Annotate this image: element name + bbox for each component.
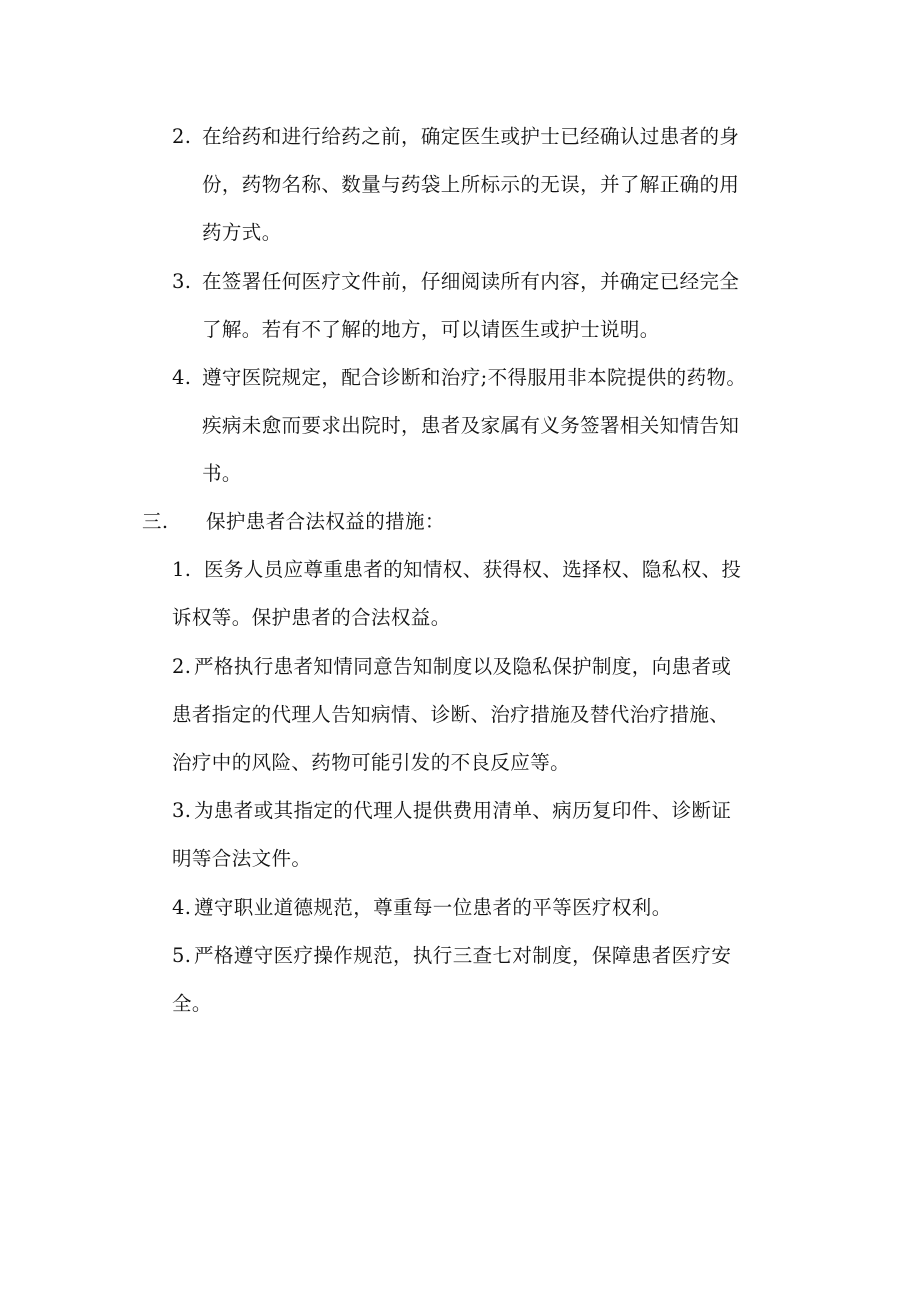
list-item-text: 严格执行患者知情同意告知制度以及隐私保护制度，向患者或 — [194, 655, 732, 678]
list-item-line — [172, 801, 731, 821]
list-item-line: 明等合法文件。 — [172, 847, 312, 870]
list-item-line — [172, 127, 739, 147]
list-item-text: 在签署任何医疗文件前，仔细阅读所有内容，并确定已经完全 — [202, 270, 740, 293]
list-item-text: 为患者或其指定的代理人提供费用清单、病历复印件、诊断证 — [194, 799, 732, 822]
list-item-text: 在给药和进行给药之前，确定医生或护士已经确认过患者的身 — [202, 125, 740, 148]
list-item-line — [172, 560, 741, 580]
list-item-line: 患者指定的代理人告知病情、诊断、治疗措施及替代治疗措施、 — [172, 703, 730, 726]
list-item-number: 4. — [172, 366, 192, 389]
list-item-text: 遵守医院规定，配合诊断和治疗;不得服用非本院提供的药物。 — [202, 366, 747, 389]
list-item-line: 疾病未愈而要求出院时，患者及家属有义务签署相关知情告知 — [202, 414, 740, 437]
list-item-line: 全。 — [172, 992, 212, 1015]
list-item-number: 1. — [172, 558, 192, 581]
list-item-line: 份，药物名称、数量与药袋上所标示的无误，并了解正确的用 — [202, 173, 740, 196]
list-item-line: 治疗中的风险、药物可能引发的不良反应等。 — [172, 751, 571, 774]
list-item-line — [172, 657, 731, 677]
list-item-line — [172, 898, 672, 918]
list-item-number: 2. — [172, 655, 192, 678]
section-title: 保护患者合法权益的措施： — [206, 510, 445, 533]
list-item-number: 3. — [172, 270, 192, 293]
list-item-line — [172, 368, 746, 388]
list-item-line: 药方式。 — [202, 221, 282, 244]
list-item-number: 2. — [172, 125, 192, 148]
section-heading — [142, 512, 445, 532]
list-item-line — [172, 272, 739, 292]
list-item-number: 4. — [172, 896, 192, 919]
section-number: 三. — [142, 510, 169, 533]
list-item-line — [172, 946, 731, 966]
list-item-line: 诉权等。保护患者的合法权益。 — [172, 606, 451, 629]
list-item-number: 3. — [172, 799, 192, 822]
list-item-line: 书。 — [202, 462, 242, 485]
list-item-line: 了解。若有不了解的地方，可以请医生或护士说明。 — [202, 318, 660, 341]
list-item-text: 遵守职业道德规范，尊重每一位患者的平等医疗权利。 — [194, 896, 672, 919]
list-item-text: 医务人员应尊重患者的知情权、获得权、选择权、隐私权、投 — [204, 558, 742, 581]
list-item-number: 5. — [172, 944, 192, 967]
list-item-text: 严格遵守医疗操作规范，执行三查七对制度，保障患者医疗安 — [194, 944, 732, 967]
